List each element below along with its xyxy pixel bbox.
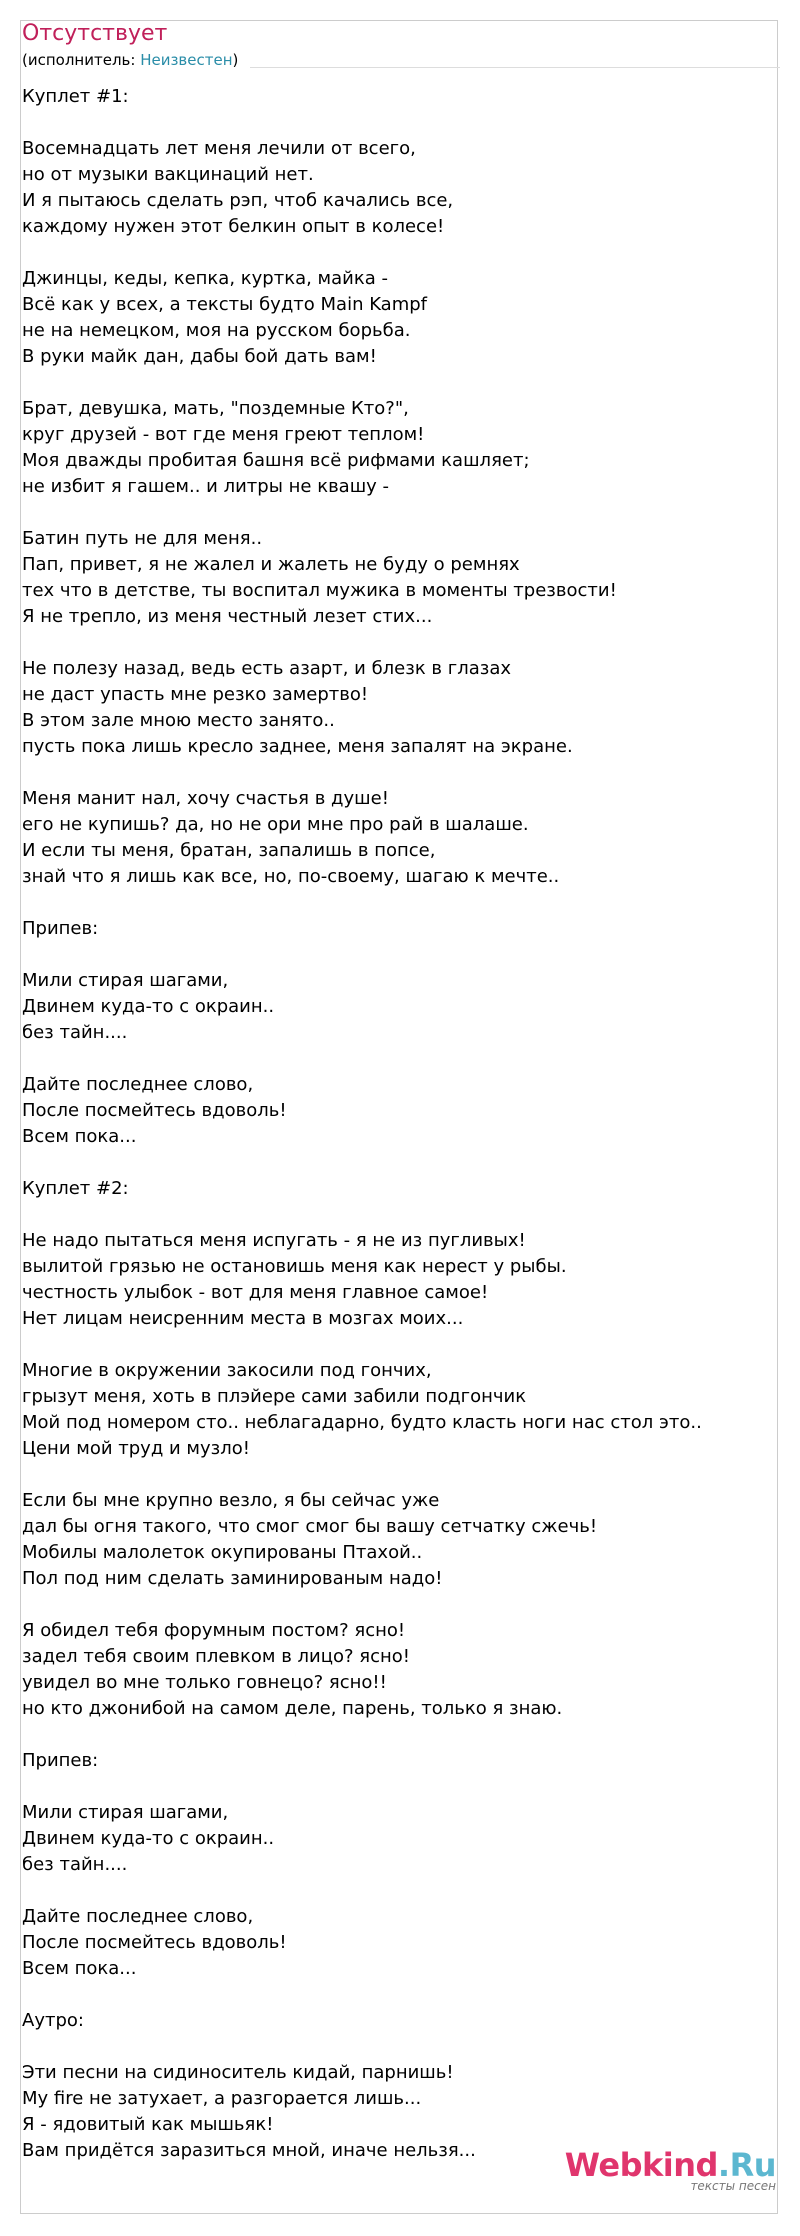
lyrics-line: Куплет #1: [22, 86, 129, 107]
lyrics-stanza [22, 1618, 722, 1722]
lyrics-stanza [22, 1358, 722, 1462]
lyrics-line: дал бы огня такого, что смог смог бы вашу сетчатку сжечь! [22, 1516, 598, 1537]
lyrics-line: Цени мой труд и музло! [22, 1438, 250, 1459]
lyrics-stanza [22, 1072, 722, 1150]
lyrics-line: Не надо пытаться меня испугать - я не из пугливых! [22, 1230, 526, 1251]
lyrics-line: Я обидел тебя форумным постом? ясно! [22, 1620, 406, 1641]
lyrics-stanza [22, 136, 722, 240]
lyrics-line: И если ты меня, братан, запалишь в попсе, [22, 840, 436, 861]
lyrics-line: В руки майк дан, дабы бой дать вам! [22, 346, 377, 367]
lyrics-line: Аутро: [22, 2010, 84, 2031]
lyrics-stanza [22, 396, 722, 500]
lyrics-line: честность улыбок - вот для меня главное самое! [22, 1282, 489, 1303]
lyrics-line: Эти песни на сидиноситель кидай, парнишь! [22, 2062, 454, 2083]
lyrics-line: Припев: [22, 1750, 99, 1771]
lyrics-line: Пол под ним сделать заминированым надо! [22, 1568, 443, 1589]
lyrics-line: грызут меня, хоть в плэйере сами забили подгончик [22, 1386, 527, 1407]
lyrics-line: знай что я лишь как все, но, по-своему, шагаю к мечте.. [22, 866, 560, 887]
lyrics-line: Батин путь не для меня.. [22, 528, 263, 549]
lyrics-line: Двинем куда-то с окраин.. [22, 1828, 275, 1849]
song-title: Отсутствует [22, 21, 168, 46]
lyrics-line: Я не трепло, из меня честный лезет стих... [22, 606, 433, 627]
lyrics-line: Мой под номером сто.. неблагадарно, будто класть ноги нас стол это.. [22, 1412, 702, 1433]
lyrics-line: Я - ядовитый как мышьяк! [22, 2114, 274, 2135]
logo-brand: Webkind [564, 2146, 718, 2184]
lyrics-line: увидел во мне только говнецо? ясно!! [22, 1672, 387, 1693]
lyrics-line: Дайте последнее слово, [22, 1074, 254, 1095]
lyrics-stanza [22, 2008, 722, 2034]
lyrics-line: Нет лицам неисренним места в мозгах моих... [22, 1308, 464, 1329]
lyrics-line: не на немецком, моя на русском борьба. [22, 320, 411, 341]
lyrics-stanza [22, 1228, 722, 1332]
lyrics-stanza [22, 1904, 722, 1982]
artist-suffix: ) [232, 51, 239, 69]
webkind-logo[interactable] [565, 2148, 776, 2192]
lyrics-stanza [22, 968, 722, 1046]
lyrics-line: Если бы мне крупно везло, я бы сейчас уже [22, 1490, 440, 1511]
logo-wordmark [565, 2148, 776, 2182]
lyrics-stanza [22, 266, 722, 370]
lyrics-line: Всё как у всех, а тексты будто Main Kampf [22, 294, 428, 315]
lyrics-line: без тайн.... [22, 1854, 128, 1875]
lyrics-line: Двинем куда-то с окраин.. [22, 996, 275, 1017]
lyrics-line: но от музыки вакцинаций нет. [22, 164, 314, 185]
lyrics-line: После посмейтесь вдоволь! [22, 1932, 287, 1953]
lyrics-line: Мили стирая шагами, [22, 1802, 229, 1823]
lyrics-line: Меня манит нал, хочу счастья в душе! [22, 788, 389, 809]
lyrics-line: Мили стирая шагами, [22, 970, 229, 991]
lyrics-line: В этом зале мною место занято.. [22, 710, 335, 731]
logo-tagline: тексты песен [690, 2179, 776, 2193]
lyrics-line: Мобилы малолеток окупированы Птахой.. [22, 1542, 423, 1563]
lyrics-line: Вам придётся заразиться мной, иначе нельзя... [22, 2140, 476, 2161]
lyrics-line: тех что в детстве, ты воспитал мужика в моменты трезвости! [22, 580, 617, 601]
lyrics-line: И я пытаюсь сделать рэп, чтоб качались все, [22, 190, 454, 211]
artist-link[interactable]: Неизвестен [140, 51, 233, 69]
lyrics-stanza [22, 526, 722, 630]
lyrics-stanza [22, 84, 722, 110]
lyrics-line: но кто джонибой на самом деле, парень, только я знаю. [22, 1698, 563, 1719]
lyrics-line: Джинцы, кеды, кепка, куртка, майка - [22, 268, 388, 289]
artist-line [22, 51, 238, 71]
lyrics-line: Припев: [22, 918, 99, 939]
lyrics-line: Восемнадцать лет меня лечили от всего, [22, 138, 416, 159]
lyrics-stanza [22, 1748, 722, 1774]
lyrics-line: Куплет #2: [22, 1178, 129, 1199]
lyrics-line: не даст упасть мне резко замертво! [22, 684, 369, 705]
lyrics-stanza [22, 1800, 722, 1878]
lyrics-stanza [22, 1488, 722, 1592]
lyrics-body [22, 84, 722, 2164]
lyrics-line: его не купишь? да, но не ори мне про рай в шалаше. [22, 814, 529, 835]
lyrics-line: вылитой грязью не остановишь меня как нерест у рыбы. [22, 1256, 567, 1277]
lyrics-line: каждому нужен этот белкин опыт в колесе! [22, 216, 445, 237]
lyrics-line: Моя дважды пробитая башня всё рифмами кашляет; [22, 450, 530, 471]
lyrics-stanza [22, 786, 722, 890]
logo-tld: .Ru [717, 2146, 776, 2184]
lyrics-line: Пап, привет, я не жалел и жалеть не буду о ремнях [22, 554, 520, 575]
lyrics-line: Не полезу назад, ведь есть азарт, и блезк в глазах [22, 658, 511, 679]
lyrics-stanza [22, 1176, 722, 1202]
lyrics-stanza [22, 916, 722, 942]
lyrics-line: Всем пока... [22, 1958, 137, 1979]
artist-prefix: (исполнитель: [22, 51, 141, 69]
header-divider [250, 67, 780, 68]
lyrics-line: не избит я гашем.. и литры не квашу - [22, 476, 390, 497]
lyrics-line: Всем пока... [22, 1126, 137, 1147]
lyrics-line: Брат, девушка, мать, "поздемные Кто?", [22, 398, 409, 419]
lyrics-line: задел тебя своим плевком в лицо? ясно! [22, 1646, 411, 1667]
lyrics-line: пусть пока лишь кресло заднее, меня запалят на экране. [22, 736, 573, 757]
lyrics-line: Многие в окружении закосили под гончих, [22, 1360, 432, 1381]
lyrics-line: Дайте последнее слово, [22, 1906, 254, 1927]
lyrics-line: круг друзей - вот где меня греют теплом! [22, 424, 425, 445]
lyrics-line: без тайн.... [22, 1022, 128, 1043]
lyrics-line: My fire не затухает, а разгорается лишь... [22, 2088, 422, 2109]
lyrics-stanza [22, 656, 722, 760]
lyrics-line: После посмейтесь вдоволь! [22, 1100, 287, 1121]
